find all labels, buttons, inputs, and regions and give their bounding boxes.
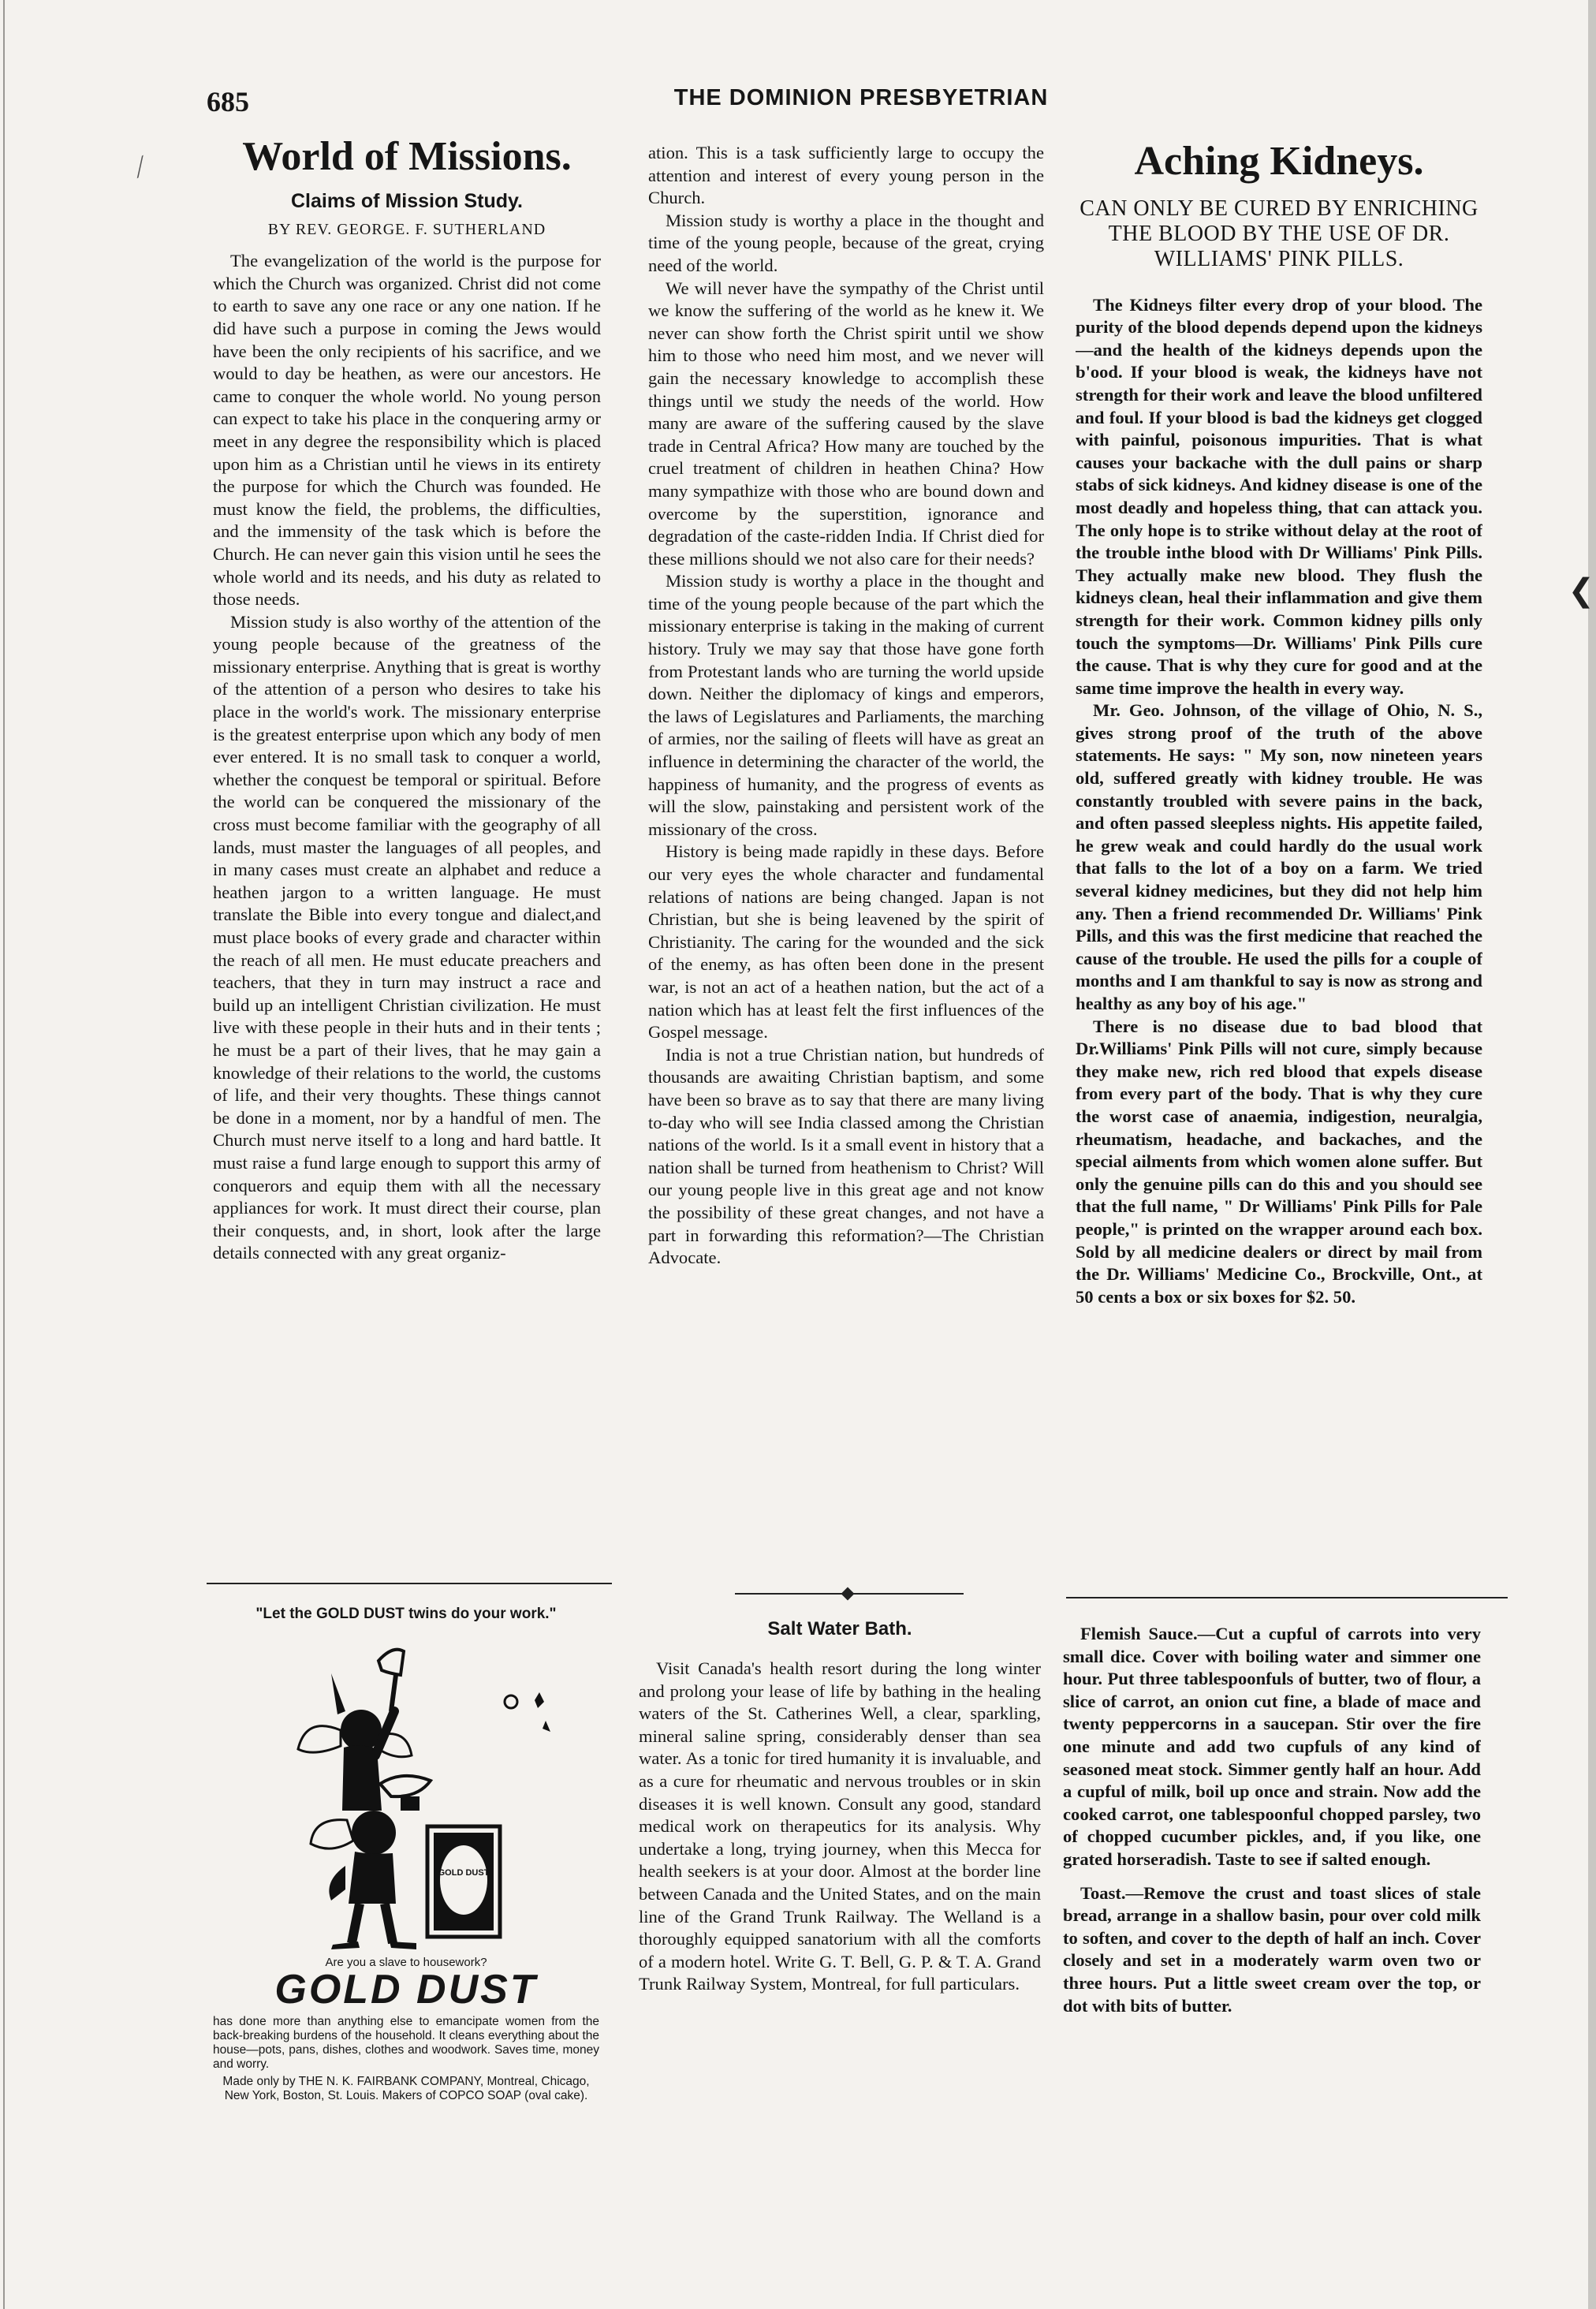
salt-water-title: Salt Water Bath. xyxy=(767,1618,912,1639)
missions-paragraph: India is not a true Christian nation, but hundreds of thousands are awaiting Christian baptism, and some have been so brave as to say that there are many living to-day who will see India classed among the Christian nations of the world. Is it a small event in history that a nation shall be turned from heathenism to Christ? Will our young people live in this great age and not know the possibility of these great changes, and not have a part in forwarding this reformation?—The Christian Advocate. xyxy=(648,1044,1044,1268)
kidneys-paragraph: There is no disease due to bad blood that Dr.Williams' Pink Pills will not cure, simply because they make new, rich red blood that expels disease from every part of the body. That is why they cure the worst case of anaemia, indigestion, neuralgia, rheumatism, headache, and backaches, and the special ailments from which women alone suffer. But only the genuine pills can do this and you should see that the full name, " Dr Williams' Pink Pills for Pale people," is printed on the wrapper around each box. Sold by all medicine dealers or direct by mail from the Dr. Williams' Medicine Co., Brockville, Ont., at 50 cents a box or six boxes for $2. 50. xyxy=(1076,1016,1482,1307)
column-divider-rule xyxy=(1066,1597,1508,1598)
missions-paragraph: The evangelization of the world is the purpose for which the Church was organized. Christ did not come to earth to save any one race or any one nation. If he did have such a purpose in coming the Jews would have been the only recipients of his sacrifice, and we would to day be heathen, as were our ancestors. He came to conquer the whole world. No young person can expect to take his place in the conquering army or meet in any degree the responsibility which is placed upon him as a Christian until he views in its entirety the purpose for which the Church was founded. He must know the field, the problems, the difficulties, and the immensity of the task which is before the Church. He can never gain this vision until he sees the whole world and its needs, and his duty as related to those needs. xyxy=(213,251,601,610)
kidneys-paragraph: The Kidneys filter every drop of your blood. The purity of the blood depends depend upon the kidneys—and the health of the kidneys depends upon the b'ood. If your blood is weak, the kidneys have not strength for their work and leave the blood unfiltered and foul. If your blood is bad the kidneys get clogged with painful, poisonous impurities. That is what causes your backache with the dull pains or sharp stabs of sick kidneys. And kidney disease is one of the most deadly and hopeless thing, that can attack you. The only hope is to strike without delay at the root of the trouble inthe blood with Dr Williams' Pink Pills. They actually make new blood. They flush the kidneys clean, heal their inflammation and give them strength for their work. Common kidney pills only touch the symptoms—Dr. Williams' Pink Pills cure the cause. That is why they cure for good and at the same time improve the health in every way. xyxy=(1076,294,1482,698)
missions-paragraph: History is being made rapidly in these days. Before our very eyes the whole character and fundamental relations of nations are being changed. Japan is not Christian, but she is being leavened by the spirit of Christianity. The caring for the wounded and the sick of the enemy, as has often been done in the present war, is not an act of a heathen nation, but the act of a nation which has at least felt the first influences of the Gospel message. xyxy=(648,841,1044,1043)
journal-title: THE DOMINION PRESBYETRIAN xyxy=(673,85,1049,110)
box-label: GOLD DUST xyxy=(438,1868,490,1878)
page-edge-left xyxy=(3,0,5,2309)
ad-question: Are you a slave to housework? xyxy=(325,1956,487,1969)
page-header xyxy=(207,85,1516,129)
kidneys-subtitle: CAN ONLY BE CURED BY ENRICHING THE BLOOD BY THE USE OF DR. WILLIAMS' PINK PILLS. xyxy=(1080,196,1479,271)
kidneys-title: Aching Kidneys. xyxy=(1134,140,1424,184)
missions-byline: BY REV. GEORGE. F. SUTHERLAND xyxy=(267,221,546,239)
page-number: 685 xyxy=(207,86,249,118)
missions-continued-column xyxy=(648,142,1044,1593)
missions-column xyxy=(213,134,601,1585)
missions-paragraph: We will never have the sympathy of the Christ until we know the suffering of the world as he knew it. We never can show forth the Christ spirit until we show him to those who need him most, and we never will gain the necessary knowledge to accomplish these things until we study the needs of the world. How many are aware of the suffering caused by the slave trade in Central Africa? How many are touched by the cruel treatment of children in heathen China? How many sympathize with those who are bound down and overcome by the superstition, ignorance and degradation of the caste-ridden India. If Christ died for these millions should we not also care for their needs? xyxy=(648,278,1044,569)
binding-mark: ❮ xyxy=(1568,573,1594,608)
missions-paragraph: Mission study is worthy a place in the thought and time of the young people because of the part which the missionary enterprise is taking in the making of current history. Truly we may say that those have gone forth from Protestant lands who are turning the world upside down. Neither the diplomacy of kings and emperors, the laws of Legislatures and Parliaments, the marching of armies, nor the sailing of fleets will have as great an influence in determining the character of the world, the happiness of humanity, and the progress of events as will the slow, painstaking and persistent work of the missionary of the cross. xyxy=(648,571,1044,839)
missions-title: World of Missions. xyxy=(242,134,572,179)
missions-subtitle: Claims of Mission Study. xyxy=(290,190,524,213)
column-divider-rule xyxy=(207,1583,612,1584)
gold-dust-twins-illustration xyxy=(213,1629,599,1953)
kidneys-paragraph: Mr. Geo. Johnson, of the village of Ohio, N. S., gives strong proof of the truth of the above statements. He says: " My son, now nineteen years old, suffered greatly with kidney trouble. He was constantly troubled with severe pains in the back, and often passed sleepless nights. His appetite failed, he grew weak and could hardly do the usual work that falls to the lot of a boy on a farm. We tried several kidney medicines, but they did not help him any. Then a friend recommended Dr. Williams' Pink Pills, and this was the first medicine that reached the cause of the trouble. He used the pills for a couple of months and I am thankful to say is now as strong and healthy as any boy of his age." xyxy=(1076,700,1482,1013)
recipes-section xyxy=(1063,1623,1481,2143)
kidneys-column xyxy=(1076,140,1482,1595)
salt-water-paragraph: Visit Canada's health resort during the long winter and prolong your lease of life by bathing in the healing waters of the St. Catherines Well, a clear, sparkling, mineral saline spring, considerably denser than sea water. As a tonic for tired humanity it is invaluable, and as a cure for rheumatic and nervous troubles or in skin diseases it is well known. Consult any good, standard medical work on therapeutics for its analysis. Why undertake a long, trying journey, when this Mecca for health seekers is at your door. Almost at the border line between Canada and the United States, and on the main line of the Grand Trunk Railway. The Welland is a thoroughly equipped sanatorium with all the comforts of a modern hotel. Write G. T. Bell, G. P. & T. A. Grand Trunk Railway System, Montreal, for full particulars. xyxy=(639,1658,1041,1994)
flemish-sauce-recipe: Flemish Sauce.—Cut a cupful of carrots into very small dice. Cover with boiling water and simmer one hour. Put three tablespoonfuls of butter, two of flour, a slice of carrot, an onion cut fine, a blade of mace and twenty peppercorns in a saucepan. Stir over the fire one minute and add two cupfuls of any kind of seasoned meat stock. Simmer gently half an hour. Add a cupful of milk, boil up once and strain. Now add the cooked carrot, one tablespoonful chopped parsley, two of chopped cucumber pickles, and, if you like, one grated horseradish. Taste to see if salted enough. xyxy=(1063,1624,1481,1869)
gold-dust-logo: GOLD DUST xyxy=(274,1967,538,2012)
twins-figure-icon xyxy=(213,1629,599,1953)
ad-headline: "Let the GOLD DUST twins do your work." xyxy=(255,1606,557,1622)
ad-maker-text: Made only by THE N. K. FAIRBANK COMPANY, Montreal, Chicago, New York, Boston, St. Louis. Makers of COPCO SOAP (oval cake). xyxy=(222,2075,590,2102)
gold-dust-advertisement xyxy=(213,1601,599,2102)
ad-body-text: has done more than anything else to emancipate women from the back-breaking burdens of the household. It cleans everything about the house—pots, pans, dishes, clothes and woodwork. Saves time, money and worry. xyxy=(213,2015,599,2071)
section-ornament xyxy=(735,1589,964,1598)
toast-recipe: Toast.—Remove the crust and toast slices of stale bread, arrange in a shallow basin, pour over cold milk to soften, and cover to the depth of half an inch. Cover closely and set in a moderately warm oven two or three hours. Put a little sweet cream over the top, or dot with bits of butter. xyxy=(1063,1882,1481,2016)
salt-water-bath-article xyxy=(639,1618,1041,2154)
missions-paragraph: Mission study is also worthy of the attention of the young people because of the greatness of the missionary enterprise. Anything that is great is worthy of the attention of a person who desires to take his place in the world's work. The missionary enterprise is the greatest enterprise upon which any body of men ever entered. It is no small task to conquer a world, whether the conquest be temporal or spiritual. Before the world can be conquered the missionary of the cross must become familiar with the geography of all lands, must master the languages of all peoples, and in many cases must create an alphabet and reduce a heathen jargon to a written language. He must translate the Bible into every tongue and dialect,and must place books of every grade and character within the reach of all men. He must educate preachers and teachers, that they in turn may instruct a race and build up an intelligent Christian civilization. He must live with these people in their huts and in their tents ; he must be a part of their lives, that he may gain a knowledge of their relations to the world, the customs of life, and their very thoughts. These things cannot be done in a moment, nor by a handful of men. The Church must nerve itself to a long and hard battle. It must raise a fund large enough to support this army of conquerors and equip them with all the necessary appliances for work. It must direct their course, plan their conquests, and, in short, look after the large details connected with any great organiz- xyxy=(213,611,601,1263)
missions-continued-first: ation. This is a task sufficiently large to occupy the attention and interest of every young person in the Church. xyxy=(648,143,1044,208)
scan-mark: ⟋ xyxy=(127,152,155,184)
missions-paragraph: Mission study is worthy a place in the thought and time of the young people, because of the great, crying need of the world. xyxy=(648,210,1044,275)
page-edge-right xyxy=(1588,0,1596,2309)
